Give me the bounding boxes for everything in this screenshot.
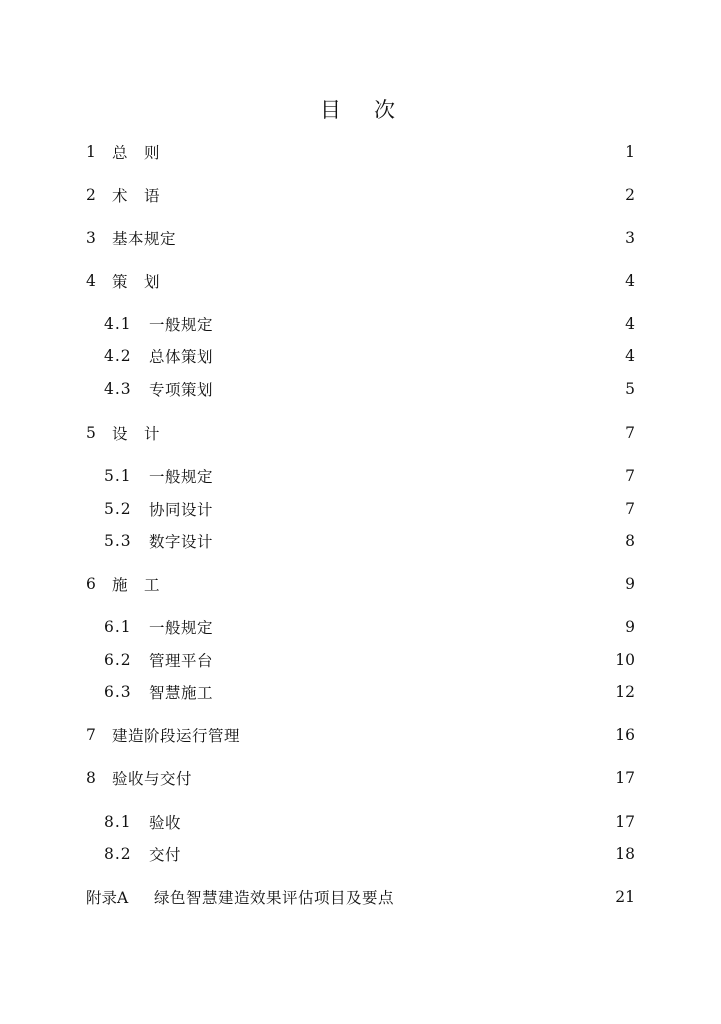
toc-entry[interactable] — [104, 842, 635, 866]
toc-entry[interactable] — [104, 464, 635, 488]
toc-entry-number: 5.2 — [104, 500, 132, 518]
toc-entry-label: 交付 — [149, 846, 182, 864]
toc-entry-number: 4.2 — [104, 347, 132, 365]
toc-entry-page: 7 — [625, 424, 635, 442]
toc-entry-number: 4.1 — [104, 315, 132, 333]
toc-entry-number: 5.1 — [104, 467, 132, 485]
toc-entry-page: 4 — [625, 315, 635, 333]
toc-leader-dots — [180, 226, 619, 250]
toc-entry-page: 7 — [625, 467, 635, 485]
toc-entry-page: 17 — [615, 813, 635, 831]
toc-entry-label: 协同设计 — [149, 501, 214, 519]
toc-entry-label: 一般规定 — [149, 316, 214, 334]
toc-entry-label: 验收 — [149, 814, 182, 832]
toc-entry-number: 6.2 — [104, 651, 132, 669]
toc-entry[interactable] — [104, 648, 635, 672]
toc-entry-number: 5 — [86, 424, 96, 442]
toc-entry-label: 验收与交付 — [112, 770, 193, 788]
toc-leader-dots — [164, 269, 619, 293]
toc-entry[interactable] — [104, 529, 635, 553]
toc-entry-number: 6.3 — [104, 683, 132, 701]
toc-entry-number: 2 — [86, 186, 96, 204]
toc-entry-appendix[interactable] — [86, 885, 635, 909]
toc-leader-dots — [217, 344, 619, 368]
toc-leader-dots — [185, 842, 609, 866]
toc-entry-label: 一般规定 — [149, 468, 214, 486]
toc-entry[interactable] — [104, 312, 635, 336]
toc-leader-dots — [217, 680, 609, 704]
toc-leader-dots — [196, 766, 609, 790]
toc-leader-dots — [217, 377, 619, 401]
toc-leader-dots — [164, 572, 619, 596]
toc-entry-label: 绿色智慧建造效果评估项目及要点 — [154, 889, 395, 907]
toc-entry-page: 7 — [625, 500, 635, 518]
toc-entry-page: 21 — [615, 888, 635, 906]
toc-entry-page: 17 — [615, 769, 635, 787]
toc-entry-page: 18 — [615, 845, 635, 863]
toc-leader-dots — [217, 312, 619, 336]
toc-leader-dots — [398, 885, 609, 909]
toc-entry-label: 建造阶段运行管理 — [112, 727, 241, 745]
toc-entry-label: 总 则 — [112, 144, 161, 162]
toc-leader-dots — [217, 464, 619, 488]
toc-entry-label: 专项策划 — [149, 381, 214, 399]
toc-entry-page: 12 — [615, 683, 635, 701]
toc-entry[interactable] — [86, 226, 635, 250]
toc-title: 目 次 — [320, 98, 401, 122]
toc-entry-number: 6 — [86, 575, 96, 593]
toc-entry-number: 8.1 — [104, 813, 132, 831]
toc-entry[interactable] — [86, 572, 635, 596]
toc-leader-dots — [217, 615, 619, 639]
toc-entry-label: 智慧施工 — [149, 684, 214, 702]
toc-entry-page: 2 — [625, 186, 635, 204]
toc-leader-dots — [217, 529, 619, 553]
toc-entry-page: 5 — [625, 380, 635, 398]
toc-entry[interactable] — [86, 140, 635, 164]
toc-leader-dots — [244, 723, 609, 747]
toc-entry[interactable] — [104, 497, 635, 521]
toc-entry-number: 5.3 — [104, 532, 132, 550]
toc-leader-dots — [185, 810, 609, 834]
toc-entry[interactable] — [86, 183, 635, 207]
toc-entry-page: 4 — [625, 272, 635, 290]
toc-entry-label: 施 工 — [112, 576, 161, 594]
toc-entry-label: 设 计 — [112, 425, 161, 443]
toc-entry-label: 策 划 — [112, 273, 161, 291]
toc-entry-number: 4.3 — [104, 380, 132, 398]
toc-entry-label: 总体策划 — [149, 348, 214, 366]
toc-entry[interactable] — [86, 766, 635, 790]
toc-leader-dots — [164, 140, 619, 164]
toc-entry-number: 1 — [86, 143, 96, 161]
toc-entry-label: 一般规定 — [149, 619, 214, 637]
toc-entry-label: 基本规定 — [112, 230, 177, 248]
toc-entry-page: 9 — [625, 618, 635, 636]
toc-entry-number: 附录A — [86, 889, 129, 907]
toc-entry-page: 10 — [615, 651, 635, 669]
toc-entry-page: 4 — [625, 347, 635, 365]
toc-leader-dots — [164, 183, 619, 207]
toc-entry[interactable] — [104, 344, 635, 368]
toc-entry[interactable] — [86, 421, 635, 445]
toc-entry-page: 8 — [625, 532, 635, 550]
toc-entry-number: 6.1 — [104, 618, 132, 636]
toc-entry[interactable] — [104, 615, 635, 639]
toc-entry[interactable] — [104, 810, 635, 834]
toc-leader-dots — [217, 497, 619, 521]
toc-entry-number: 7 — [86, 726, 96, 744]
toc-leader-dots — [217, 648, 609, 672]
toc-entry-number: 4 — [86, 272, 96, 290]
toc-entry[interactable] — [86, 269, 635, 293]
toc-leader-dots — [164, 421, 619, 445]
toc-entry[interactable] — [104, 377, 635, 401]
toc-entry-number: 8 — [86, 769, 96, 787]
toc-entry[interactable] — [86, 723, 635, 747]
toc-entry[interactable] — [104, 680, 635, 704]
toc-entry-page: 9 — [625, 575, 635, 593]
toc-entry-number: 8.2 — [104, 845, 132, 863]
toc-entry-page: 16 — [615, 726, 635, 744]
toc-entry-page: 1 — [625, 143, 635, 161]
toc-entry-label: 术 语 — [112, 187, 161, 205]
toc-entry-label: 数字设计 — [149, 533, 214, 551]
toc-entry-label: 管理平台 — [149, 652, 214, 670]
toc-entry-number: 3 — [86, 229, 96, 247]
toc-entry-page: 3 — [625, 229, 635, 247]
